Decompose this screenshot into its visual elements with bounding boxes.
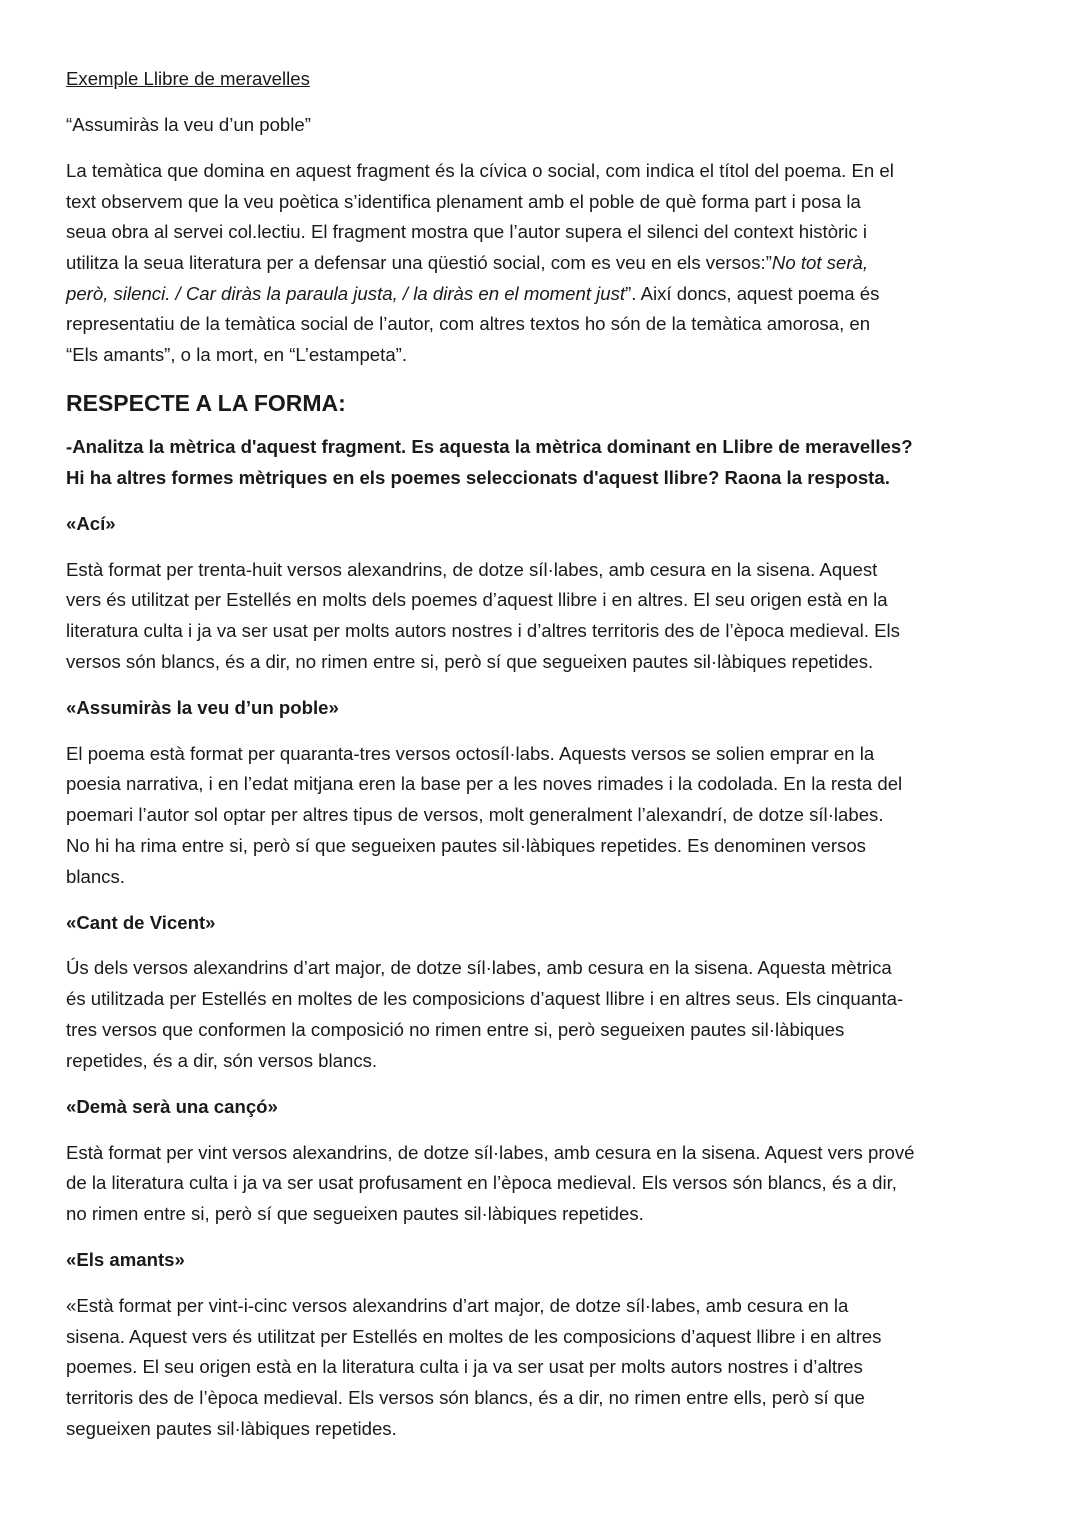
text-line: poemes. El seu origen està en la literatura culta i ja va ser usat per molts autors nostres i d’altres: [66, 1356, 863, 1378]
text-line: «Assumiràs la veu d’un poble»: [66, 696, 339, 718]
document-title: [66, 64, 1026, 95]
text-line: segueixen pautes sil·làbiques repetides.: [66, 1417, 397, 1439]
poem-heading-dema-sera-una-canco: [66, 1092, 1026, 1123]
text-line: Exemple Llibre de meravelles: [66, 68, 310, 89]
text-line: tres versos que conformen la composició no rimen entre si, però segueixen pautes sil·làbiques: [66, 1018, 845, 1040]
paragraph-assumiras: [66, 739, 1026, 892]
text-line: La temàtica que domina en aquest fragment és la cívica o social, com indica el títol del poema. En el: [66, 159, 894, 181]
paragraph-cant-de-vicent: [66, 953, 1026, 1076]
text-line: [66, 279, 1026, 310]
text-line: és utilitzada per Estellés en moltes de les composicions d’aquest llibre i en altres seus. Els cinquanta-: [66, 988, 904, 1010]
text-line: «Està format per vint-i-cinc versos alexandrins d’art major, de dotze síl·labes, amb cesura en la: [66, 1294, 849, 1316]
paragraph-dema-sera-una-canco: [66, 1138, 1026, 1230]
section-heading: [66, 386, 1026, 420]
quoted-verse: No tot serà,: [771, 252, 869, 274]
text-line: de la literatura culta i ja va ser usat profusament en l’època medieval. Els versos són blancs, és a dir,: [66, 1172, 897, 1194]
text-line: text observem que la veu poètica s’identifica plenament amb el poble de què forma part i posa la: [66, 190, 861, 212]
text-line: no rimen entre si, però sí que segueixen pautes sil·làbiques repetides.: [66, 1202, 644, 1224]
text-line: blancs.: [66, 865, 125, 887]
text-line: «Demà serà una cançó»: [66, 1095, 278, 1117]
text-line: Hi ha altres formes mètriques en els poemes seleccionats d'aquest llibre? Raona la resposta.: [66, 466, 890, 488]
text-segment: ”. Així doncs, aquest poema és: [625, 282, 880, 304]
text-segment: utilitza la seua literatura per a defensar una qüestió social, com es veu en els versos:”: [66, 252, 772, 274]
text-line: «Els amants»: [66, 1248, 185, 1270]
text-line: Està format per trenta-huit versos alexandrins, de dotze síl·labes, amb cesura en la sisena. Aquest: [66, 558, 878, 580]
poem-title-quote: [66, 110, 1026, 141]
text-line: repetides, és a dir, són versos blancs.: [66, 1049, 378, 1071]
text-line: Ús dels versos alexandrins d’art major, de dotze síl·labes, amb cesura en la sisena. Aquesta mètrica: [66, 957, 892, 979]
text-line: poesia narrativa, i en l’edat mitjana eren la base per a les noves rimades i la codolada. En la resta del: [66, 773, 903, 795]
paragraph-els-amants: [66, 1291, 1026, 1444]
text-line: sisena. Aquest vers és utilitzat per Estellés en moltes de les composicions d’aquest llibre i en altres: [66, 1325, 882, 1347]
poem-heading-aci: [66, 509, 1026, 540]
text-line: “Els amants”, o la mort, en “L’estampeta”.: [66, 344, 408, 366]
theme-paragraph: [66, 156, 1026, 371]
text-line: versos són blancs, és a dir, no rimen entre si, però sí que segueixen pautes sil·làbiques repetides.: [66, 650, 874, 672]
text-line: -Analitza la mètrica d'aquest fragment. Es aquesta la mètrica dominant en Llibre de meravelles?: [66, 436, 913, 458]
poem-heading-els-amants: [66, 1245, 1026, 1276]
poem-heading-assumiras: [66, 693, 1026, 724]
text-line: territoris des de l’època medieval. Els versos són blancs, és a dir, no rimen entre ells, però sí que: [66, 1386, 865, 1408]
text-line: No hi ha rima entre si, però sí que segueixen pautes sil·làbiques repetides. Es denominen versos: [66, 834, 866, 856]
text-line: [66, 248, 1026, 279]
text-line: «Ací»: [66, 512, 116, 534]
text-line: seua obra al servei col.lectiu. El fragment mostra que l’autor supera el silenci del context històric i: [66, 221, 867, 243]
text-line: “Assumiràs la veu d’un poble”: [66, 113, 311, 135]
quoted-verse: però, silenci. / Car diràs la paraula justa, / la diràs en el moment just: [66, 282, 626, 304]
question: [66, 432, 1026, 493]
text-line: poemari l’autor sol optar per altres tipus de versos, molt generalment l’alexandrí, de dotze síl·labes.: [66, 804, 884, 826]
text-line: representatiu de la temàtica social de l’autor, com altres textos ho són de la temàtica amorosa, en: [66, 313, 871, 335]
document-page: [66, 64, 1026, 1460]
text-line: vers és utilitzat per Estellés en molts dels poemes d’aquest llibre i en altres. El seu origen està en la: [66, 589, 888, 611]
text-line: literatura culta i ja va ser usat per molts autors nostres i d’altres territoris des de l’època medieval. Els: [66, 620, 900, 642]
text-line: «Cant de Vicent»: [66, 911, 216, 933]
poem-heading-cant-de-vicent: [66, 908, 1026, 939]
text-line: RESPECTE A LA FORMA:: [66, 390, 346, 417]
text-line: Està format per vint versos alexandrins, de dotze síl·labes, amb cesura en la sisena. Aquest vers prové: [66, 1141, 915, 1163]
text-line: El poema està format per quaranta-tres versos octosíl·labs. Aquests versos se solien emprar en la: [66, 742, 875, 764]
paragraph-aci: [66, 555, 1026, 678]
